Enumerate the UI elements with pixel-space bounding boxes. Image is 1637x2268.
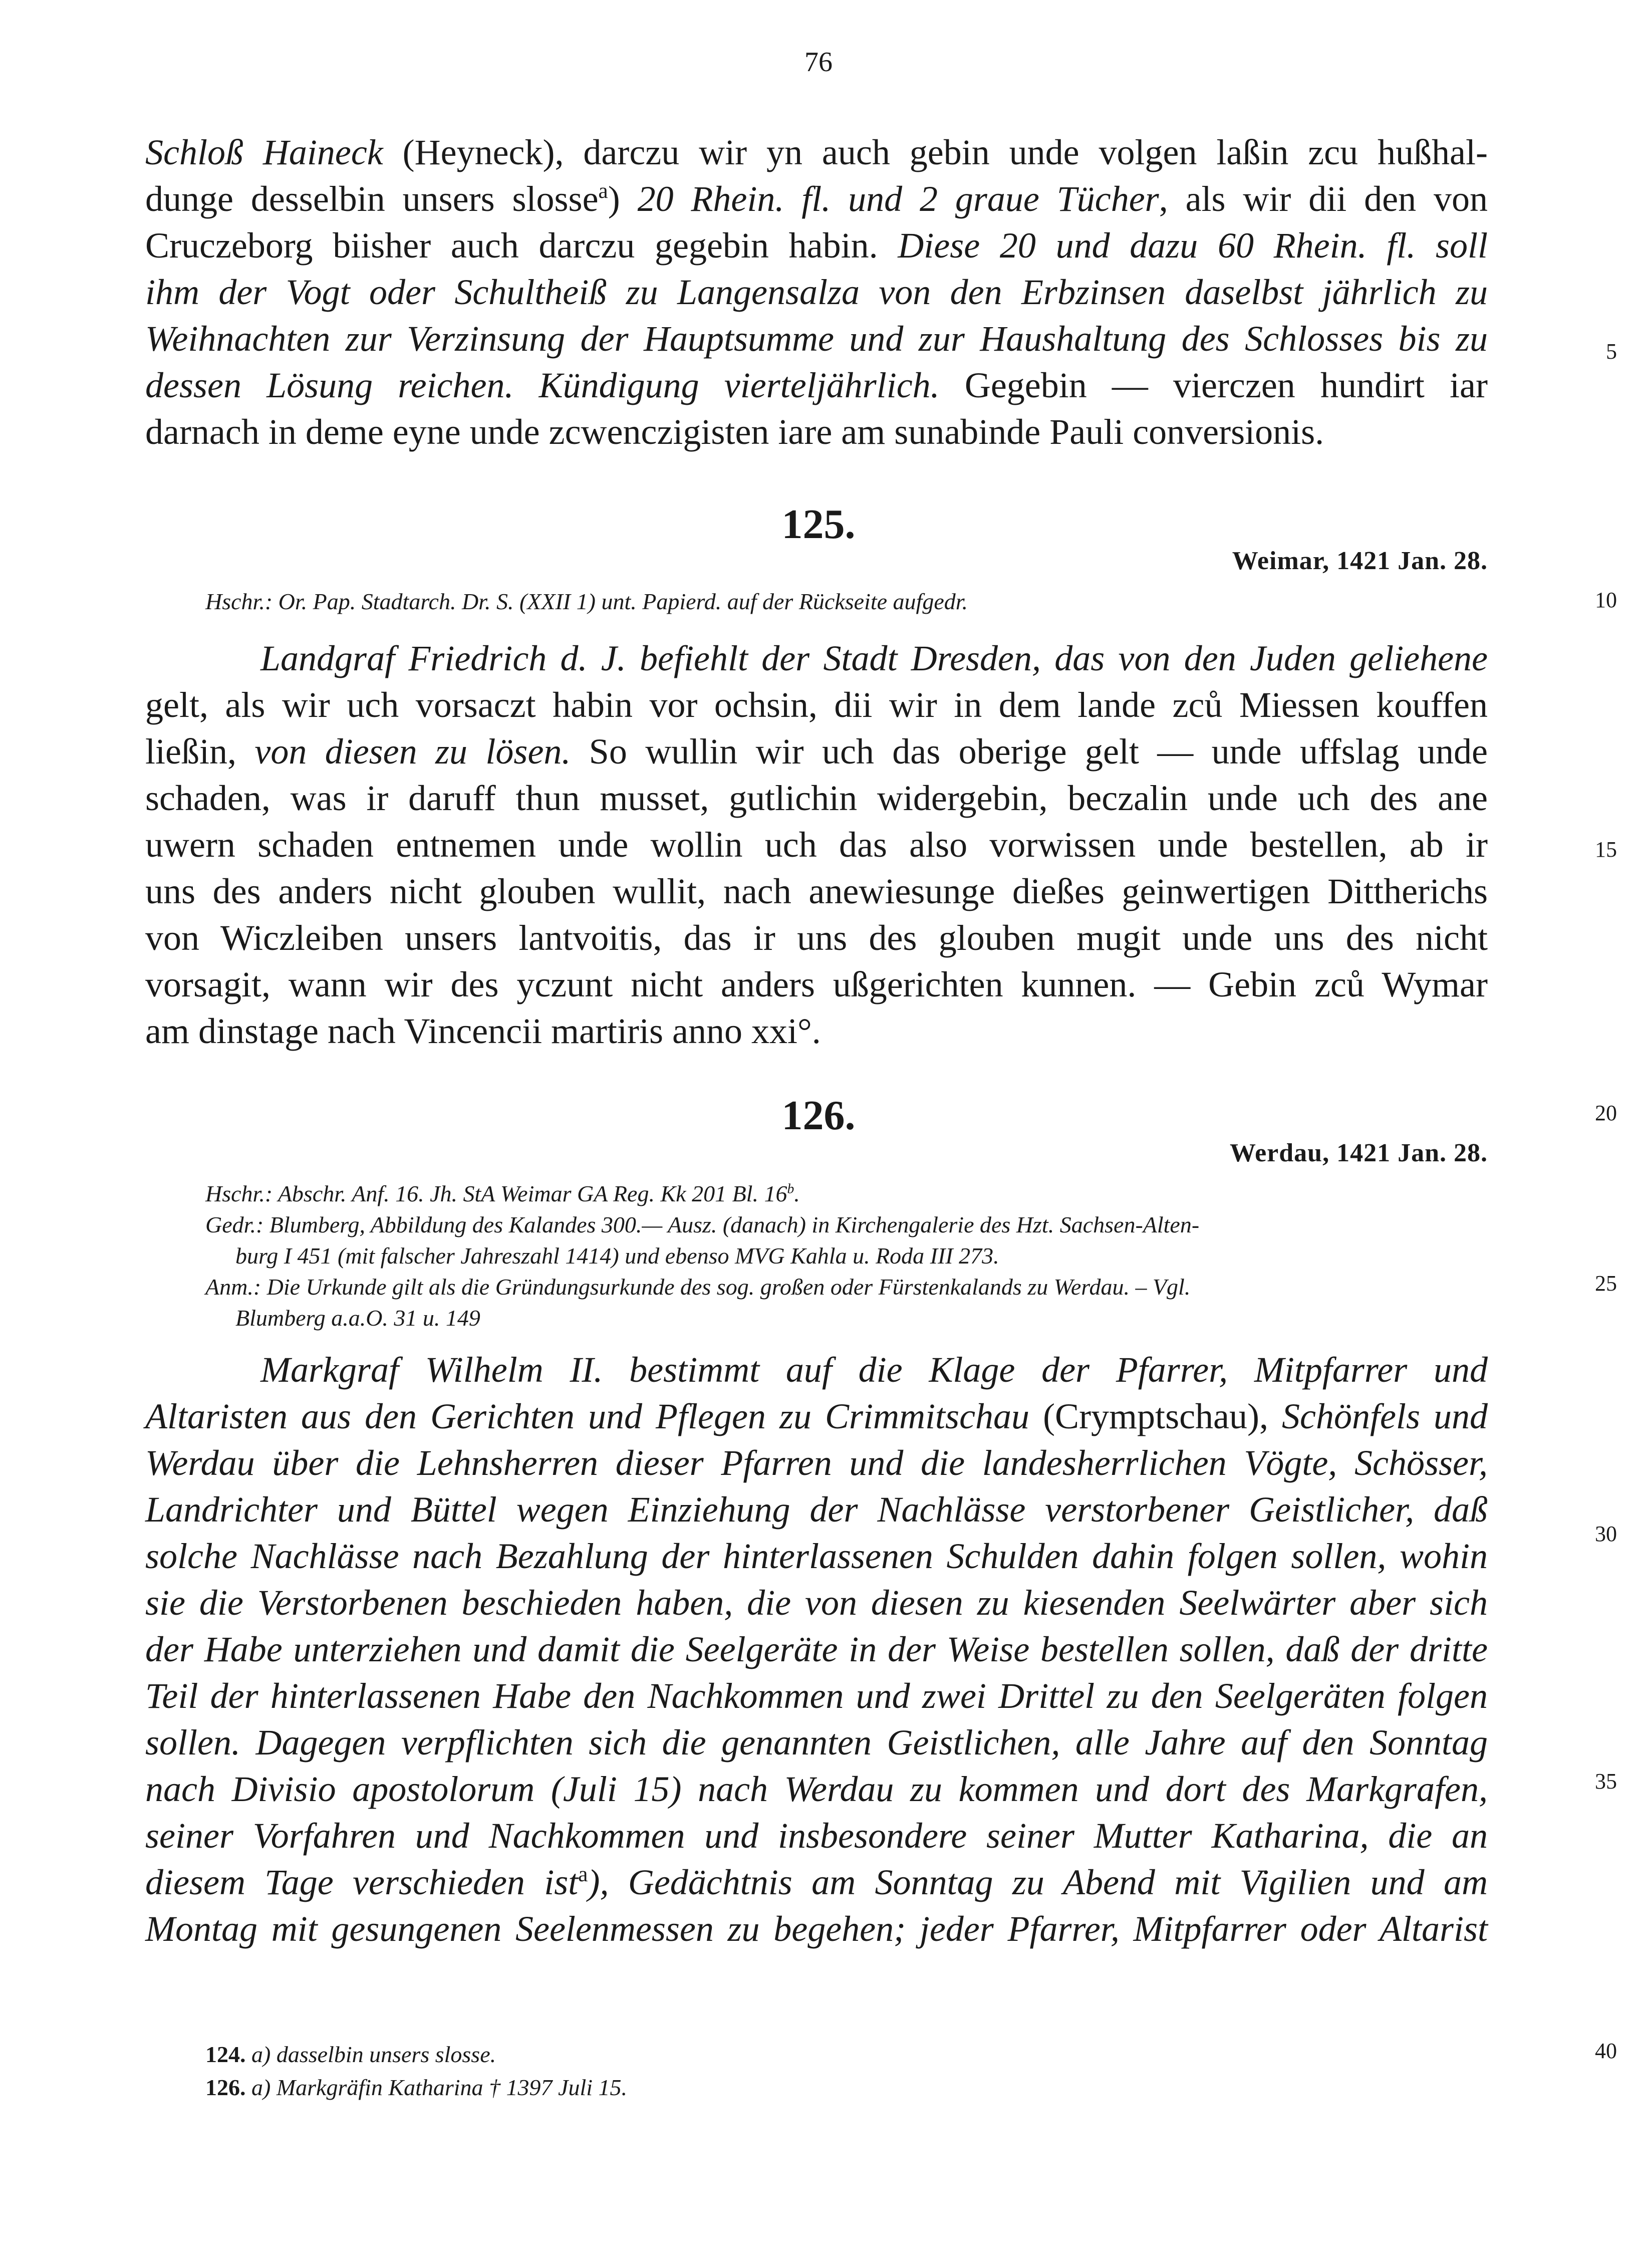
line-number: 20 — [1595, 1101, 1617, 1125]
text-line: solche Nachlässe nach Bezahlung der hinterlassenen Schulden dahin folgen sollen, wohin — [145, 1536, 1488, 1576]
text-line: Landrichter und Büttel wegen Einziehung der Nachlässe verstorbener Geistlicher, daß — [145, 1489, 1488, 1530]
text-line: sollen. Dagegen verpflichten sich die genannten Geistlichen, alle Jahre auf den Sonntag — [145, 1722, 1488, 1762]
text-line: uns des anders nicht glouben wullit, nach anewiesunge dießes geinwertigen Dittherichs — [145, 871, 1488, 911]
text-line: schaden, was ir daruff thun musset, gutlichin widergebin, beczalin unde uch des ane — [145, 778, 1488, 818]
text-line: Teil der hinterlassenen Habe den Nachkommen und zwei Drittel zu den Seelgeräten folgen — [145, 1676, 1488, 1716]
text-line: sie die Verstorbenen beschieden haben, die von diesen zu kiesenden Seelwärter aber sich — [145, 1583, 1488, 1623]
doc126-dateline: Werdau, 1421 Jan. 28. — [1229, 1139, 1488, 1167]
doc125-dateline: Weimar, 1421 Jan. 28. — [1232, 547, 1488, 575]
line-number: 40 — [1595, 2039, 1617, 2063]
text-line: Schloß Haineck (Heyneck), darczu wir yn auch gebin unde volgen laßin zcu hußhal- — [145, 132, 1488, 172]
text-line: vorsagit, wann wir des yczunt nicht anders ußgerichten kunnen. — Gebin zců Wymar — [145, 964, 1488, 1004]
doc126-source-notes: Hschr.: Abschr. Anf. 16. Jh. StA Weimar GA Reg. Kk 201 Bl. 16$^b$. Gedr.: Blumberg, Abbildung des Kalandes 300.— Ausz. (danach) in Kirchengalerie des Hzt. Sachsen-Alten- burg I 451 (mit falscher Jahreszahl 1414) und ebenso MVG Kahla u. Roda III 273. Anm.: Die Urkunde gilt als die Gründungsurkunde des sog. großen oder Fürstenkalands zu Werdau. – Vgl. Blumberg a.a.O. 31 u. 149 — [205, 1180, 1200, 1331]
text-line: Montag mit gesungenen Seelenmessen zu begehen; jeder Pfarrer, Mitpfarrer oder Altarist — [145, 1909, 1488, 1949]
footnote-marker: a — [598, 179, 608, 203]
line-number: 35 — [1595, 1769, 1617, 1794]
doc124-tail — [145, 129, 1488, 455]
doc126-number: 126. — [781, 1092, 856, 1139]
footnote: 124. a) dasselbin unsers slosse. — [205, 2042, 496, 2067]
text-line: diesem Tage verschieden ist$^a$), Gedächtnis am Sonntag zu Abend mit Vigilien und am — [145, 1862, 1488, 1902]
line-number: 30 — [1595, 1522, 1617, 1546]
text-line: am dinstage nach Vincencii martiris anno xxi°. — [145, 1011, 821, 1051]
text-line: seiner Vorfahren und Nachkommen und insbesondere seiner Mutter Katharina, die an — [145, 1816, 1488, 1856]
text-line: uwern schaden entnemen unde wollin uch das also vorwissen unde bestellen, ab ir — [145, 825, 1488, 865]
line-number: 10 — [1595, 588, 1617, 612]
text-line: gelt, als wir uch vorsaczt habin vor ochsin, dii wir in dem lande zců Miessen kouffen — [145, 685, 1488, 725]
text-line: dessen Lösung reichen. Kündigung vierteljährlich. Gegebin — vierczen hundirt iar — [145, 365, 1488, 405]
text-line: Markgraf Wilhelm II. bestimmt auf die Klage der Pfarrer, Mitpfarrer und — [260, 1350, 1488, 1390]
text-line: der Habe unterziehen und damit die Seelgeräte in der Weise bestellen sollen, daß der dritte — [145, 1629, 1488, 1669]
text-line: ließin, von diesen zu lösen. So wullin wir uch das oberige gelt — unde uffslag unde — [145, 731, 1488, 772]
text-line: von Wiczleiben unsers lantvoitis, das ir uns des glouben mugit unde uns des nicht — [145, 918, 1488, 958]
line-number: 25 — [1595, 1271, 1617, 1296]
text-line: Altaristen aus den Gerichten und Pflegen zu Crimmitschau (Crymptschau), Schönfels und — [145, 1396, 1488, 1436]
doc125-body — [145, 635, 1488, 1055]
line-number: 5 — [1606, 339, 1617, 364]
doc125-regest: Landgraf Friedrich d. J. befiehlt der Stadt Dresden, das von den Juden geliehene — [260, 638, 1488, 678]
footnote: 126. a) Markgräfin Katharina † 1397 Juli 15. — [205, 2075, 628, 2100]
text-line: darnach in deme eyne unde zcwenczigisten iare am sunabinde Pauli conversionis. — [145, 412, 1324, 452]
text-line: Cruczeborg biisher auch darczu gegebin habin. Diese 20 und dazu 60 Rhein. fl. soll — [145, 225, 1488, 266]
footnotes — [205, 2038, 1488, 2104]
text-line: nach Divisio apostolorum (Juli 15) nach Werdau zu kommen und dort des Markgrafen, — [145, 1769, 1488, 1809]
doc126-body — [145, 1347, 1488, 1952]
doc125-number: 125. — [781, 501, 856, 548]
text-line: ihm der Vogt oder Schultheiß zu Langensalza von den Erbzinsen daselbst jährlich zu — [145, 272, 1488, 312]
text-line: dunge desselbin unsers slosse$^a$) 20 Rhein. fl. und 2 graue Tücher, als wir dii den von — [145, 179, 1488, 219]
text-line: Weihnachten zur Verzinsung der Hauptsumme und zur Haushaltung des Schlosses bis zu — [145, 319, 1488, 359]
text-line: Werdau über die Lehnsherren dieser Pfarren und die landesherrlichen Vögte, Schösser, — [145, 1443, 1488, 1483]
page-number: 76 — [804, 47, 833, 78]
doc125-source-note: Hschr.: Or. Pap. Stadtarch. Dr. S. (XXII 1) unt. Papierd. auf der Rückseite aufgedr. — [205, 589, 968, 614]
footnote-marker: a — [578, 1863, 588, 1887]
line-number: 15 — [1595, 837, 1617, 862]
